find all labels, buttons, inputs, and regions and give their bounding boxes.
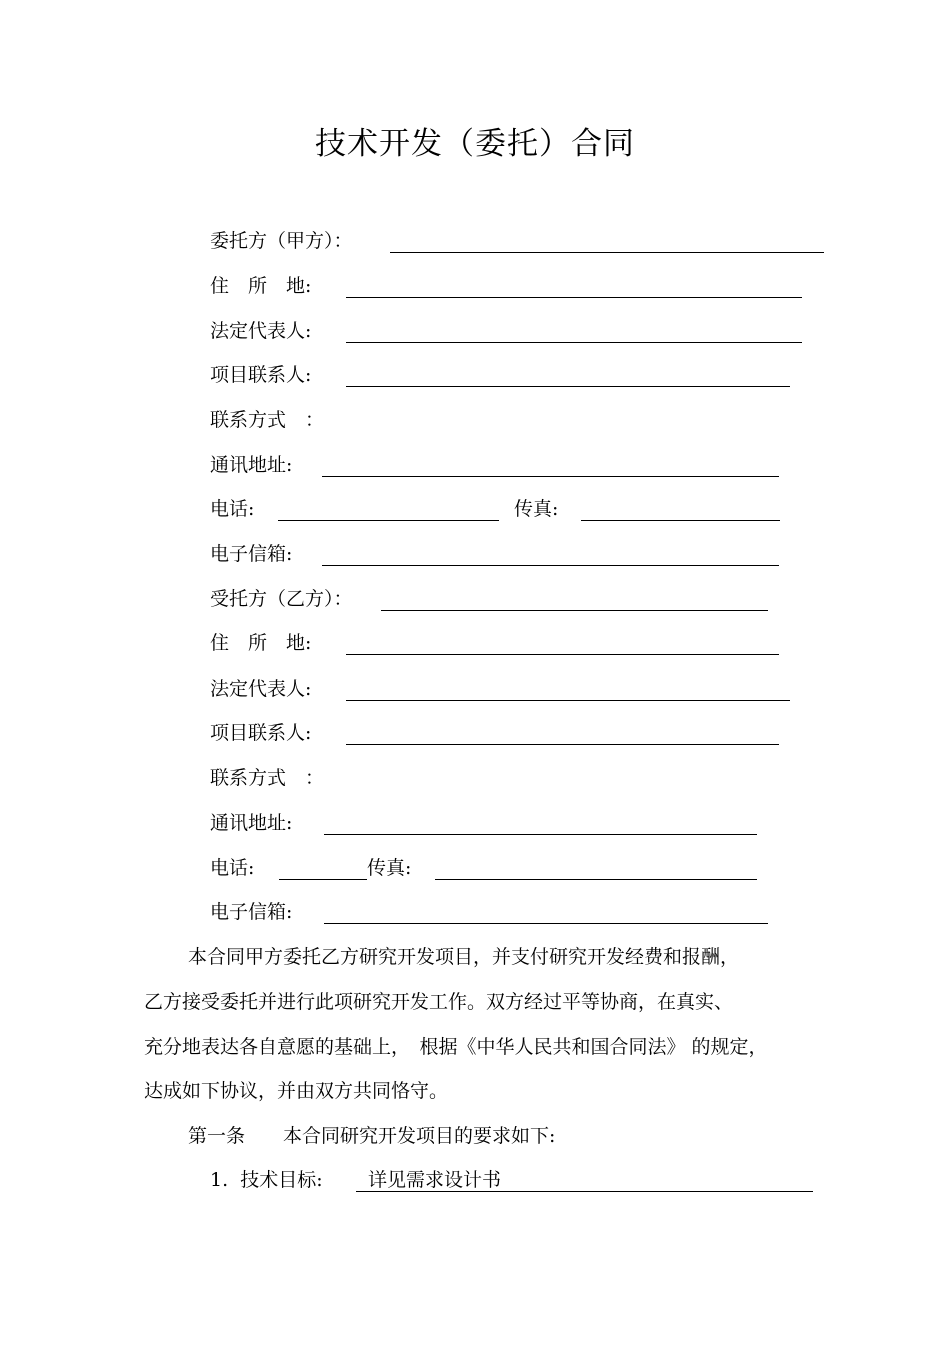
party-b-legal-rep-row [210, 674, 810, 704]
article-1-item-1-label: 1. 技术目标: [210, 1169, 323, 1191]
preamble-line-4: 达成如下协议，并由双方共同恪守。 [144, 1080, 449, 1102]
party-a-email-label: 电子信箱: [210, 543, 293, 565]
party-b-fax-label: 传真: [367, 857, 412, 879]
party-b-project-contact-label: 项目联系人: [210, 722, 312, 744]
article-1-heading: 第一条 本合同研究开发项目的要求如下: [188, 1125, 556, 1147]
party-b-fax-field[interactable] [435, 879, 757, 880]
party-b-email-label: 电子信箱: [210, 901, 293, 923]
article-1-item-1-row [210, 1165, 820, 1195]
party-a-phone-label: 电话: [210, 498, 255, 520]
party-b-legal-rep-field[interactable] [346, 700, 790, 701]
party-b-legal-rep-label: 法定代表人: [210, 678, 312, 700]
party-b-email-row [210, 897, 810, 927]
party-a-principal-field[interactable] [390, 252, 824, 253]
party-a-contact-method-row [210, 405, 510, 435]
party-a-mailing-address-label: 通讯地址: [210, 454, 293, 476]
party-a-mailing-address-field[interactable] [322, 476, 779, 477]
party-a-principal-row [210, 226, 830, 256]
party-a-domicile-field[interactable] [346, 297, 802, 298]
party-b-domicile-row [210, 628, 810, 658]
party-b-mailing-address-label: 通讯地址: [210, 812, 293, 834]
party-a-project-contact-label: 项目联系人: [210, 364, 312, 386]
party-b-phone-fax-row [210, 853, 810, 883]
preamble-line-1: 本合同甲方委托乙方研究开发项目，并支付研究开发经费和报酬， [188, 946, 740, 968]
party-a-legal-rep-row [210, 316, 810, 346]
party-b-phone-field[interactable] [279, 879, 367, 880]
party-b-phone-label: 电话: [210, 857, 255, 879]
document-title: 技术开发（委托）合同 [315, 126, 635, 162]
party-a-phone-fax-row [210, 494, 810, 524]
party-a-contact-method-label: 联系方式 ： [210, 409, 325, 431]
preamble-line-3: 充分地表达各自意愿的基础上， 根据《中华人民共和国合同法》 的规定， [144, 1036, 768, 1058]
party-b-domicile-label: 住 所 地: [210, 632, 312, 654]
party-a-domicile-row [210, 271, 810, 301]
party-a-mailing-address-row [210, 450, 810, 480]
party-a-domicile-label: 住 所 地: [210, 275, 312, 297]
party-a-legal-rep-label: 法定代表人: [210, 320, 312, 342]
party-b-domicile-field[interactable] [346, 654, 779, 655]
party-b-email-field[interactable] [324, 923, 768, 924]
party-b-project-contact-row [210, 718, 810, 748]
party-a-project-contact-row [210, 360, 810, 390]
party-a-phone-field[interactable] [278, 520, 499, 521]
technical-goal-value: 详见需求设计书 [368, 1169, 502, 1191]
party-b-mailing-address-field[interactable] [324, 834, 757, 835]
party-a-fax-field[interactable] [581, 520, 780, 521]
party-a-email-row [210, 539, 810, 569]
party-a-email-field[interactable] [322, 565, 779, 566]
party-b-trustee-field[interactable] [381, 610, 768, 611]
preamble-line-2: 乙方接受委托并进行此项研究开发工作。双方经过平等协商，在真实、 [144, 991, 734, 1013]
party-b-trustee-row [210, 584, 810, 614]
party-b-contact-method-row [210, 763, 510, 793]
party-a-legal-rep-field[interactable] [346, 342, 802, 343]
party-a-fax-label: 传真: [514, 498, 559, 520]
party-b-contact-method-label: 联系方式 ： [210, 767, 325, 789]
party-b-project-contact-field[interactable] [346, 744, 779, 745]
party-b-mailing-address-row [210, 808, 810, 838]
party-a-project-contact-field[interactable] [346, 386, 790, 387]
party-a-principal-label: 委托方（甲方）： [210, 230, 353, 252]
party-b-trustee-label: 受托方（乙方）： [210, 588, 353, 610]
